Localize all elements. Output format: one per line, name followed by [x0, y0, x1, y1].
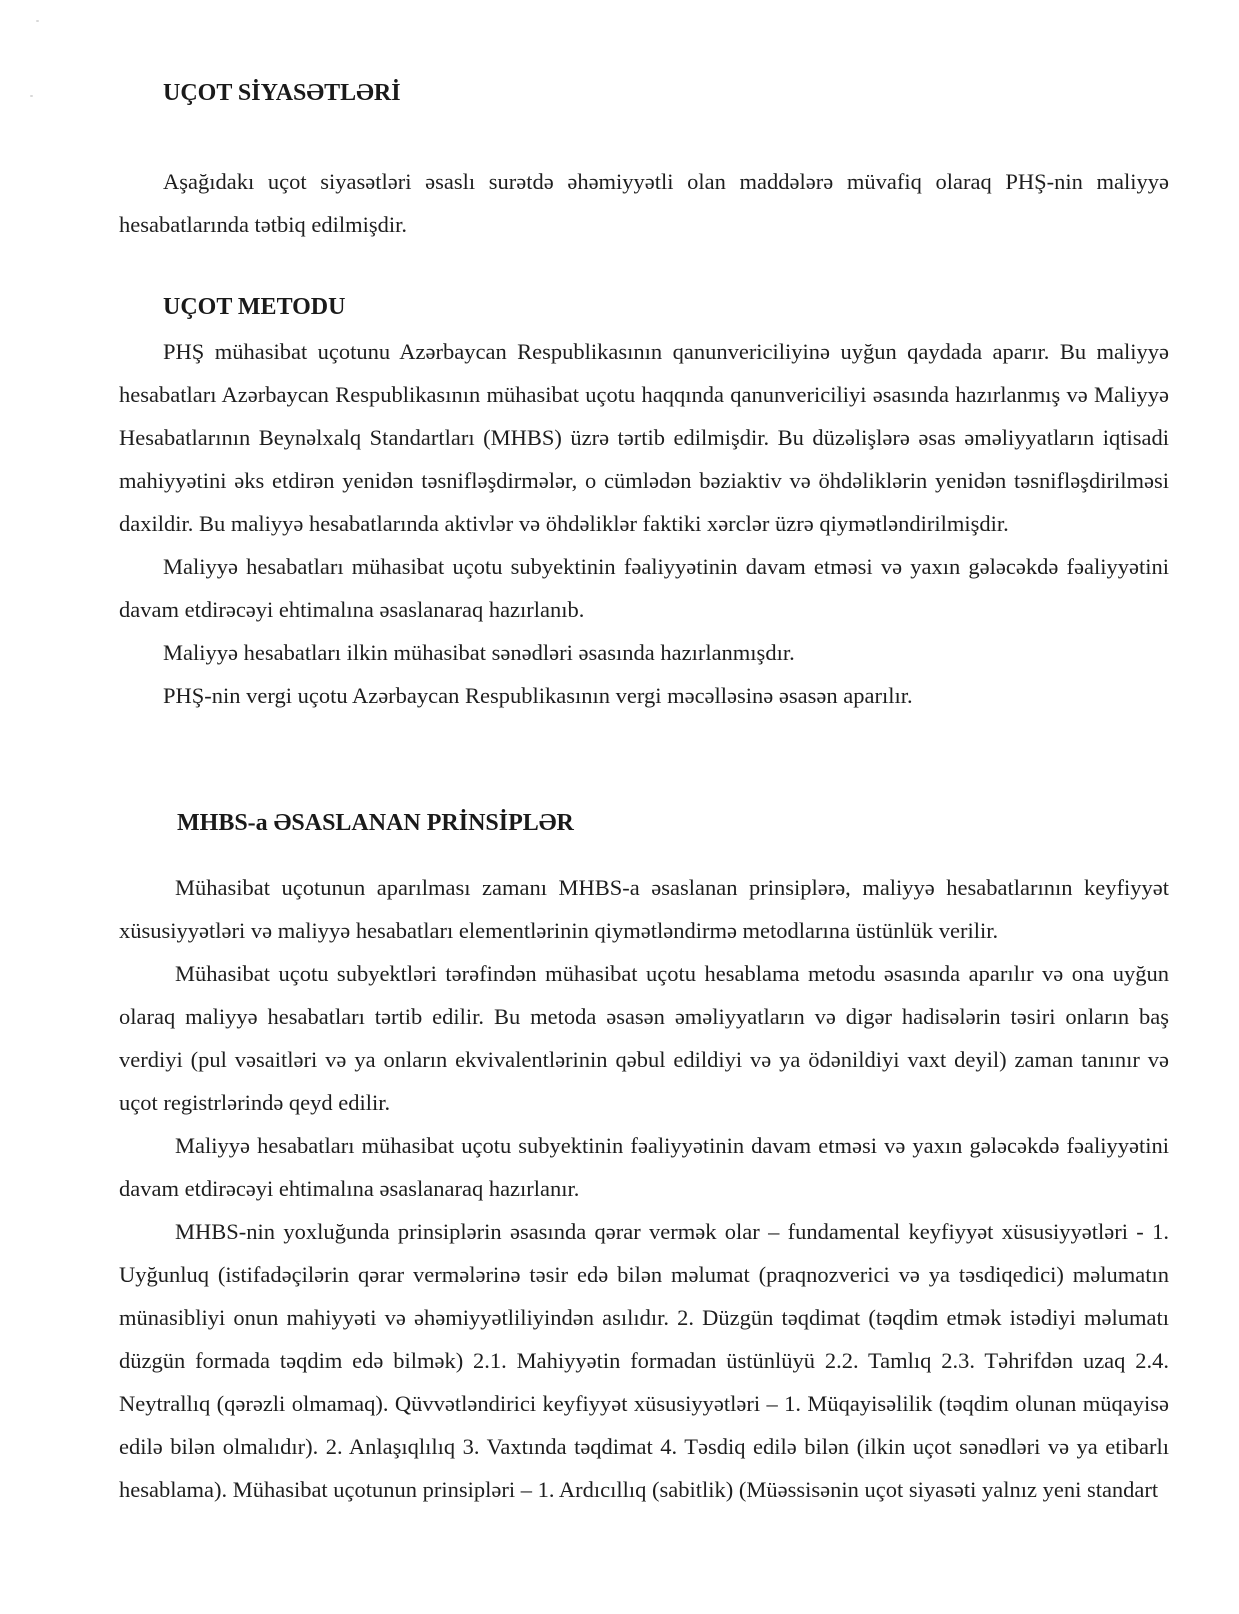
scan-speck	[36, 20, 39, 22]
section-heading-ifrs-principles: MHBS-a ƏSASLANAN PRİNSİPLƏR	[177, 810, 574, 836]
paragraph: Maliyyə hesabatları mühasibat uçotu subyektinin fəaliyyətinin davam etməsi və yaxın gələcəkdə fəaliyyətini davam etdirəcəyi ehtimalına əsaslanaraq hazırlanır.	[119, 1133, 1169, 1201]
paragraph: MHBS-nin yoxluğunda prinsiplərin əsasında qərar vermək olar – fundamental keyfiyyət xüsusiyyətləri - 1. Uyğunluq (istifadəçilərin qərar vermələrinə təsir edə bilən məlumat (praqnozverici və ya təsdiqedici) məlumatın münasibliyi onun mahiyyəti və əhəmiyyətliliyindən asılıdır. 2. Düzgün təqdimat (təqdim etmək istədiyi məlumatı düzgün formada təqdim edə bilmək) 2.1. Mahiyyətin formadan üstünlüyü 2.2. Tamlıq 2.3. Təhrifdən uzaq 2.4. Neytrallıq (qərəzli olmamaq). Qüvvətləndirici keyfiyyət xüsusiyyətləri – 1. Müqayisəlilik (təqdim olunan müqayisə edilə bilən olmalıdır). 2. Anlaşıqlılıq 3. Vaxtında təqdimat 4. Təsdiq edilə bilən (ilkin uçot sənədləri və ya etibarlı hesablama). Mühasibat uçotunun prinsipləri – 1. Ardıcıllıq (sabitlik) (Müəssisənin uçot siyasəti yalnız yeni standart	[119, 1219, 1169, 1502]
paragraph: Maliyyə hesabatları ilkin mühasibat sənədləri əsasında hazırlanmışdır.	[163, 640, 795, 665]
section-body-ifrs-principles	[119, 866, 1169, 1511]
section-heading-accounting-method: UÇOT METODU	[163, 294, 346, 320]
section-body-accounting-policies	[119, 160, 1169, 246]
section-body-accounting-method	[119, 330, 1169, 717]
paragraph: Maliyyə hesabatları mühasibat uçotu subyektinin fəaliyyətinin davam etməsi və yaxın gələcəkdə fəaliyyətini davam etdirəcəyi ehtimalına əsaslanaraq hazırlanıb.	[119, 554, 1169, 622]
paragraph: Mühasibat uçotunun aparılması zamanı MHBS-a əsaslanan prinsiplərə, maliyyə hesabatlarının keyfiyyət xüsusiyyətləri və maliyyə hesabatları elementlərinin qiymətləndirmə metodlarına üstünlük verilir.	[119, 875, 1169, 943]
paragraph: Aşağıdakı uçot siyasətləri əsaslı surətdə əhəmiyyətli olan maddələrə müvafiq olaraq PHŞ-nin maliyyə hesabatlarında tətbiq edilmişdir.	[119, 169, 1169, 237]
paragraph: PHŞ mühasibat uçotunu Azərbaycan Respublikasının qanunvericiliyinə uyğun qaydada aparır. Bu maliyyə hesabatları Azərbaycan Respublikasının mühasibat uçotu haqqında qanunvericiliyi əsasında hazırlanmış və Maliyyə Hesabatlarının Beynəlxalq Standartları (MHBS) üzrə tərtib edilmişdir. Bu düzəlişlərə əsas əməliyyatların iqtisadi mahiyyətini əks etdirən yenidən təsnifləşdirmələr, o cümlədən bəziaktiv və öhdəliklərin yenidən təsnifləşdirilməsi daxildir. Bu maliyyə hesabatlarında aktivlər və öhdəliklər faktiki xərclər üzrə qiymətləndirilmişdir.	[119, 339, 1169, 536]
section-heading-accounting-policies: UÇOT SİYASƏTLƏRİ	[163, 80, 401, 106]
paragraph: PHŞ-nin vergi uçotu Azərbaycan Respublikasının vergi məcəlləsinə əsasən aparılır.	[163, 683, 913, 708]
scan-speck	[30, 95, 33, 97]
paragraph: Mühasibat uçotu subyektləri tərəfindən mühasibat uçotu hesablama metodu əsasında aparılır və ona uyğun olaraq maliyyə hesabatları tərtib edilir. Bu metoda əsasən əməliyyatların və digər hadisələrin təsiri onların baş verdiyi (pul vəsaitləri və ya onların ekvivalentlərinin qəbul edildiyi və ya ödənildiyi vaxt deyil) zaman tanınır və uçot registrlərində qeyd edilir.	[119, 961, 1169, 1115]
